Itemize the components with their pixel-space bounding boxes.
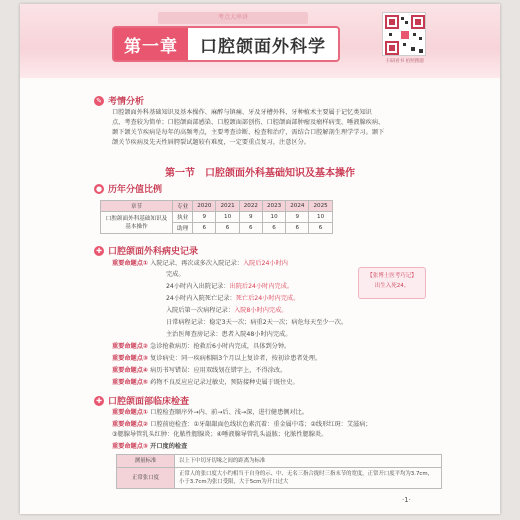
book-icon: ✚ — [94, 246, 104, 256]
exam-key-point-2: 重要命题点② 口腔前庭检查：①牙龈龈面色线状色素沉着：重金属中毒；②线形红斑：艾滋病； — [112, 421, 372, 428]
section-title: 第一节 口腔颌面外科基础知识及基本操作 — [165, 168, 355, 179]
text-line: 入院后第一次病程记录：入院8小时内完成。 — [166, 307, 288, 314]
key-point-4: 重要命题点④ 病历书写错误：应用双线划在错字上，不得涂改。 — [112, 367, 287, 374]
text-line: 日常病程记录：稳定3天一次；病重2天一次；病危每天至少一次。 — [166, 319, 348, 326]
score-history-table: 章节 专业 2020 2021 2022 2023 2024 2025 口腔颌面外科基础知识及基本操作 执业 9 10 9 10 9 10 助理 6 6 6 6 6 6 — [100, 200, 333, 234]
text-line: 完成。 — [166, 271, 185, 278]
analysis-heading: ✎ 考情分析 — [94, 94, 144, 107]
records-heading: ✚ 口腔颌面外科病史记录 — [94, 244, 198, 257]
key-point-2: 重要命题点② 急诊抢救病历：抢救后6小时内完成，具体到分钟。 — [112, 343, 291, 350]
key-point-3: 重要命题点③ 复诊病史：同一疾病相隔3个月以上复诊者，按初诊患者处理。 — [112, 355, 322, 362]
chapter-title: 口腔颌面外科学 — [200, 36, 326, 57]
page-header — [20, 4, 500, 78]
chapter-number: 第一章 — [114, 28, 188, 60]
text-line: ③腮腺导管乳头红肿：化脓性腮腺炎；④唾液腺导管乳头溢脓；化脓性腮腺炎。 — [112, 431, 328, 438]
stethoscope-icon: ✚ — [94, 396, 104, 406]
text-line: 主治医师查房记录：患者入院48小时内完成。 — [166, 331, 292, 338]
table-row: 助理 6 6 6 6 6 6 — [101, 223, 333, 234]
exam-heading: ✚ 口腔颌面部临床检查 — [94, 394, 189, 407]
header-tab: 考点大串讲 — [158, 12, 308, 24]
document-icon: ✎ — [94, 96, 104, 106]
text-line: 24小时内入院死亡记录：死亡后24小时内完成。 — [166, 295, 300, 302]
key-point-1: 重要命题点① 入院记录、再次或多次入院记录：入院后24小时内 — [112, 260, 288, 267]
mouth-opening-table — [116, 454, 442, 489]
qr-code-icon[interactable] — [382, 12, 426, 56]
analysis-paragraph: 口腔颌面外科基础知识及基本操作、麻醉与镇痛、牙及牙槽外科、牙种植术主要属于记忆类知识 点，考查较为简单；口腔颌面部感染、口腔颌面部创伤、口腔颌面部肿瘤及瘤样病变、唾液腺疾病、 颞下颌关节疾病是每年的高频考点，主要考查诊断、检查和治疗，需结合口腔解剖生理学学习。颞下 颌关节疾病及先天性唇腭裂试题较有难度，一定要重点复习，注意区分。 — [112, 109, 385, 146]
history-heading: ● 历年分值比例 — [95, 184, 163, 195]
exam-key-point-3: 重要命题点③ 开口度的检查 — [112, 443, 188, 450]
key-point-5: 重要命题点⑤ 药物不良反应应记录过敏史，预防接种史属于既往史。 — [112, 379, 299, 386]
qr-caption: 扫码看书 拍照搜题 — [386, 59, 424, 64]
exam-key-point-1: 重要命题点① 口腔检查顺序外→内、前→后、浅→深，进行健患侧对比。 — [112, 409, 309, 416]
textbook-page — [20, 4, 500, 514]
chart-icon: ● — [95, 184, 103, 193]
mnemonic-note: 【张博士医考巧记】 出生入死24。 — [358, 267, 426, 299]
page-number: ·1· — [402, 496, 411, 504]
table-row: 口腔颌面外科基础知识及基本操作 执业 9 10 9 10 9 10 — [101, 212, 333, 223]
text-line: 24小时内入出院记录：出院后24小时内完成。 — [166, 283, 294, 290]
table-row: 正常张口度 正常人的张口度大小约相当于自身的示、中、无名三指合拢时三指末节的宽度。正常开口度平均为3.7cm，小于3.7cm为张口受限，大于5cm为开口过大 — [117, 468, 442, 489]
table-row: 测量标准 以上下中切牙切缘之间的距离为标准 — [117, 455, 442, 468]
chapter-heading — [112, 26, 340, 62]
